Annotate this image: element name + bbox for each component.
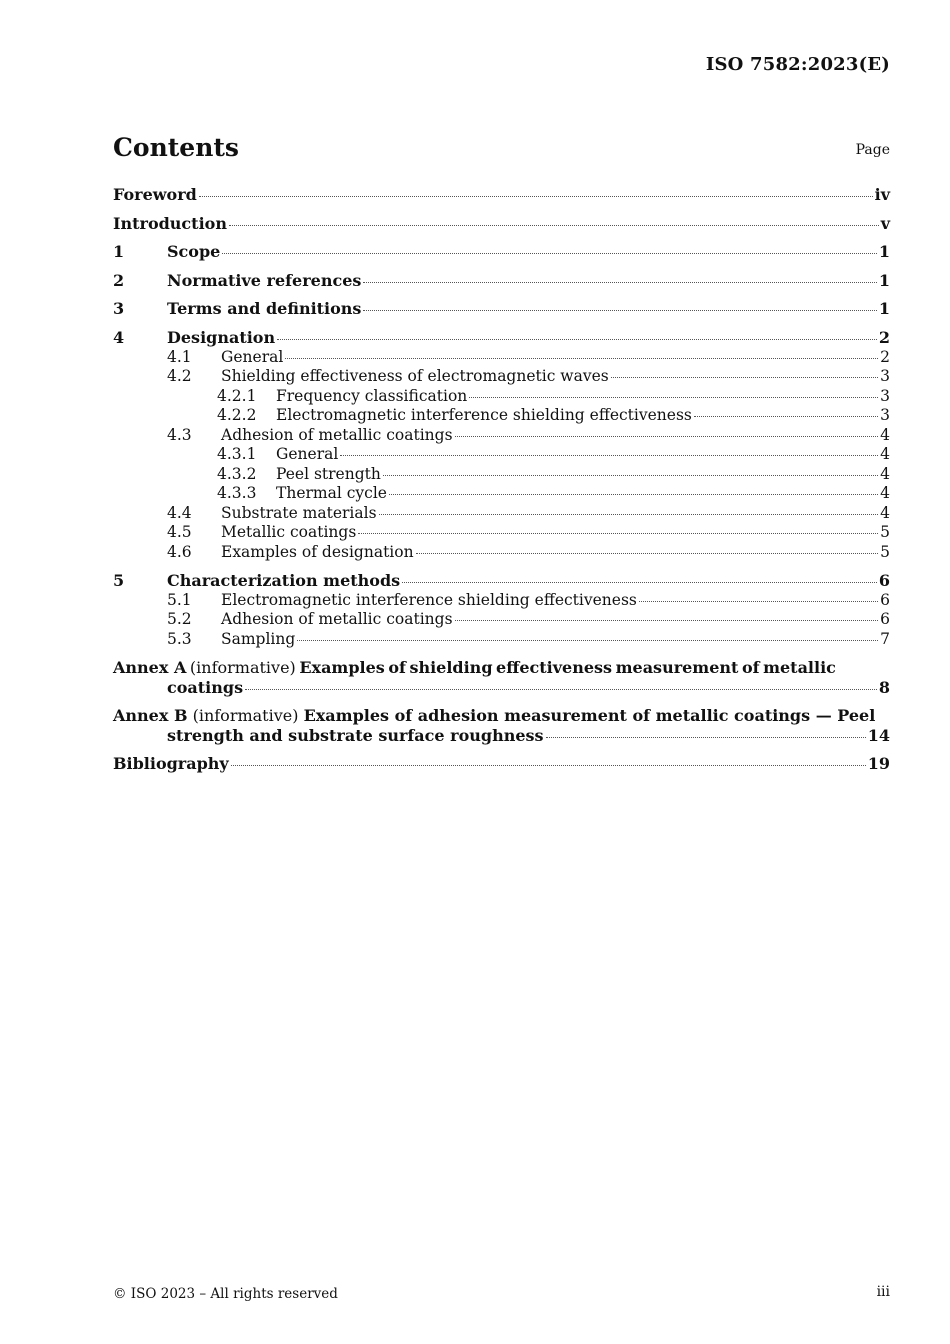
toc-entry-page: 4	[880, 445, 890, 463]
toc-entry-normative-references[interactable]	[113, 271, 890, 291]
annex-kind: (informative)	[192, 706, 299, 725]
dot-leader	[639, 600, 878, 602]
table-of-contents	[113, 185, 890, 774]
annex-b-heading-line	[113, 706, 890, 726]
annex-title: Examples of adhesion measurement of metallic coatings — Peel	[303, 706, 876, 725]
annex-title-word: measurement	[615, 658, 739, 677]
toc-entry-title: Characterization methods	[167, 570, 401, 590]
toc-entry-page: v	[880, 213, 890, 233]
toc-entry-number: 4.3.2	[217, 464, 257, 483]
toc-entry-title: Frequency classification	[276, 386, 468, 405]
toc-entry-4-4[interactable]	[113, 504, 890, 524]
toc-entry-4-3-3[interactable]	[113, 484, 890, 504]
toc-entry-number: 5	[113, 570, 125, 590]
toc-entry-page: 6	[880, 590, 890, 609]
document-id: ISO 7582:2023(E)	[705, 54, 890, 75]
toc-entry-title: Substrate materials	[221, 503, 377, 522]
toc-entry-title: Electromagnetic interference shielding effectiveness	[276, 406, 692, 424]
toc-entry-designation[interactable]	[113, 328, 890, 348]
toc-entry-number: 5.3	[167, 629, 192, 648]
dot-leader	[277, 338, 877, 340]
toc-entry-title: Peel strength	[276, 464, 381, 483]
toc-entry-number: 5.2	[167, 610, 192, 628]
toc-entry-number: 4.2.2	[217, 406, 257, 424]
toc-entry-number: 4.2	[167, 367, 192, 385]
dot-leader	[455, 619, 879, 621]
toc-entry-page: 4	[880, 464, 890, 483]
dot-leader	[389, 493, 878, 495]
toc-entry-number: 4.6	[167, 542, 192, 561]
toc-entry-page: 1	[878, 270, 890, 290]
toc-entry-title: Bibliography	[113, 753, 229, 773]
toc-entry-page: iv	[874, 185, 890, 204]
dot-leader	[363, 309, 876, 311]
toc-entry-page: 6	[880, 610, 890, 628]
toc-entry-title: Terms and definitions	[167, 299, 362, 318]
toc-entry-bibliography[interactable]	[113, 754, 890, 774]
toc-entry-4-2[interactable]	[113, 367, 890, 387]
toc-entry-title: Adhesion of metallic coatings	[221, 610, 453, 628]
dot-leader	[231, 764, 866, 766]
dot-leader	[297, 639, 878, 641]
toc-entry-number: 5.1	[167, 590, 192, 609]
toc-entry-title: Metallic coatings	[221, 523, 357, 541]
toc-entry-title: Examples of designation	[221, 542, 414, 561]
toc-entry-number: 3	[113, 299, 125, 318]
toc-entry-5-3[interactable]	[113, 630, 890, 650]
dot-leader	[402, 581, 877, 583]
toc-entry-title: Electromagnetic interference shielding effectiveness	[221, 590, 637, 609]
toc-entry-title: Sampling	[221, 629, 296, 648]
dot-leader	[455, 435, 879, 437]
toc-entry-foreword[interactable]	[113, 185, 890, 205]
toc-entry-title: Shielding effectiveness of electromagnetic waves	[221, 367, 609, 385]
toc-entry-4-5[interactable]	[113, 523, 890, 543]
toc-entry-number: 4	[113, 327, 125, 347]
toc-entry-page: 1	[878, 299, 890, 318]
toc-entry-title: Thermal cycle	[276, 484, 387, 502]
toc-entry-title: Scope	[167, 242, 221, 261]
copyright-notice: © ISO 2023 – All rights reserved	[113, 1286, 338, 1302]
annex-title-continuation: coatings	[167, 677, 244, 697]
toc-entry-page: 3	[880, 406, 890, 424]
annex-kind: (informative)	[189, 658, 296, 677]
toc-entry-4-2-1[interactable]	[113, 387, 890, 407]
contents-heading: Contents	[113, 133, 240, 162]
toc-entry-annex-b[interactable]	[113, 706, 890, 745]
annex-title-word: Examples	[299, 658, 385, 677]
toc-entry-page: 4	[880, 484, 890, 502]
toc-entry-page: 14	[867, 725, 890, 745]
page-column-label: Page	[855, 142, 890, 158]
toc-entry-4-3-2[interactable]	[113, 465, 890, 485]
toc-entry-terms-and-definitions[interactable]	[113, 299, 890, 319]
annex-label: Annex A	[113, 658, 187, 677]
toc-entry-page: 8	[878, 677, 890, 697]
toc-entry-page: 4	[880, 503, 890, 522]
annex-title-word: of	[388, 658, 406, 677]
toc-entry-characterization-methods[interactable]	[113, 571, 890, 591]
toc-entry-page: 3	[880, 367, 890, 385]
toc-entry-5-1[interactable]	[113, 591, 890, 611]
toc-entry-scope[interactable]	[113, 242, 890, 262]
toc-entry-number: 4.3.3	[217, 484, 257, 502]
annex-title-word: of	[741, 658, 760, 677]
toc-entry-4-3[interactable]	[113, 426, 890, 446]
dot-leader	[383, 474, 878, 476]
toc-entry-number: 4.5	[167, 523, 192, 541]
toc-entry-title: Adhesion of metallic coatings	[221, 425, 453, 444]
annex-label: Annex B	[113, 706, 188, 725]
dot-leader	[222, 252, 877, 254]
toc-entry-page: 5	[880, 523, 890, 541]
dot-leader	[229, 224, 879, 226]
dot-leader	[340, 454, 878, 456]
toc-entry-title: Normative references	[167, 270, 362, 290]
toc-entry-5-2[interactable]	[113, 610, 890, 630]
toc-entry-title: Designation	[167, 327, 276, 347]
toc-entry-4-2-2[interactable]	[113, 406, 890, 426]
dot-leader	[694, 415, 878, 417]
toc-entry-4-6[interactable]	[113, 543, 890, 563]
dot-leader	[199, 195, 873, 197]
toc-entry-introduction[interactable]	[113, 214, 890, 234]
toc-entry-number: 4.3.1	[217, 445, 257, 463]
toc-entry-number: 1	[113, 242, 125, 261]
toc-entry-page: 4	[880, 425, 890, 444]
toc-entry-page: 19	[867, 753, 890, 773]
toc-entry-number: 4.2.1	[217, 386, 257, 405]
toc-entry-page: 1	[878, 242, 890, 261]
annex-title-continuation: strength and substrate surface roughness	[167, 725, 544, 745]
toc-entry-title: Introduction	[113, 213, 227, 233]
toc-entry-4-3-1[interactable]	[113, 445, 890, 465]
toc-entry-4-1[interactable]	[113, 348, 890, 368]
annex-title-word: effectiveness	[496, 658, 613, 677]
dot-leader	[546, 736, 866, 738]
toc-entry-page: 5	[880, 542, 890, 561]
dot-leader	[245, 688, 877, 690]
toc-entry-page: 7	[880, 629, 890, 648]
annex-a-heading-line	[113, 658, 890, 678]
dot-leader	[379, 513, 879, 515]
dot-leader	[285, 357, 878, 359]
annex-title-word: shielding	[409, 658, 493, 677]
toc-entry-annex-a[interactable]	[113, 658, 890, 697]
toc-entry-number: 4.4	[167, 503, 192, 522]
toc-entry-page: 2	[880, 347, 890, 366]
toc-entry-page: 2	[878, 327, 890, 347]
page-number: iii	[876, 1284, 890, 1300]
dot-leader	[363, 281, 876, 283]
toc-entry-title: Foreword	[113, 185, 197, 204]
annex-title-word: metallic	[763, 658, 836, 677]
toc-entry-title: General	[276, 445, 339, 463]
toc-entry-number: 4.1	[167, 347, 192, 366]
toc-entry-page: 3	[880, 386, 890, 405]
dot-leader	[358, 532, 878, 534]
toc-entry-title: General	[221, 347, 284, 366]
dot-leader	[416, 552, 879, 554]
toc-entry-number: 4.3	[167, 425, 192, 444]
toc-entry-page: 6	[878, 570, 890, 590]
toc-entry-number: 2	[113, 270, 125, 290]
dot-leader	[611, 376, 878, 378]
dot-leader	[469, 396, 878, 398]
